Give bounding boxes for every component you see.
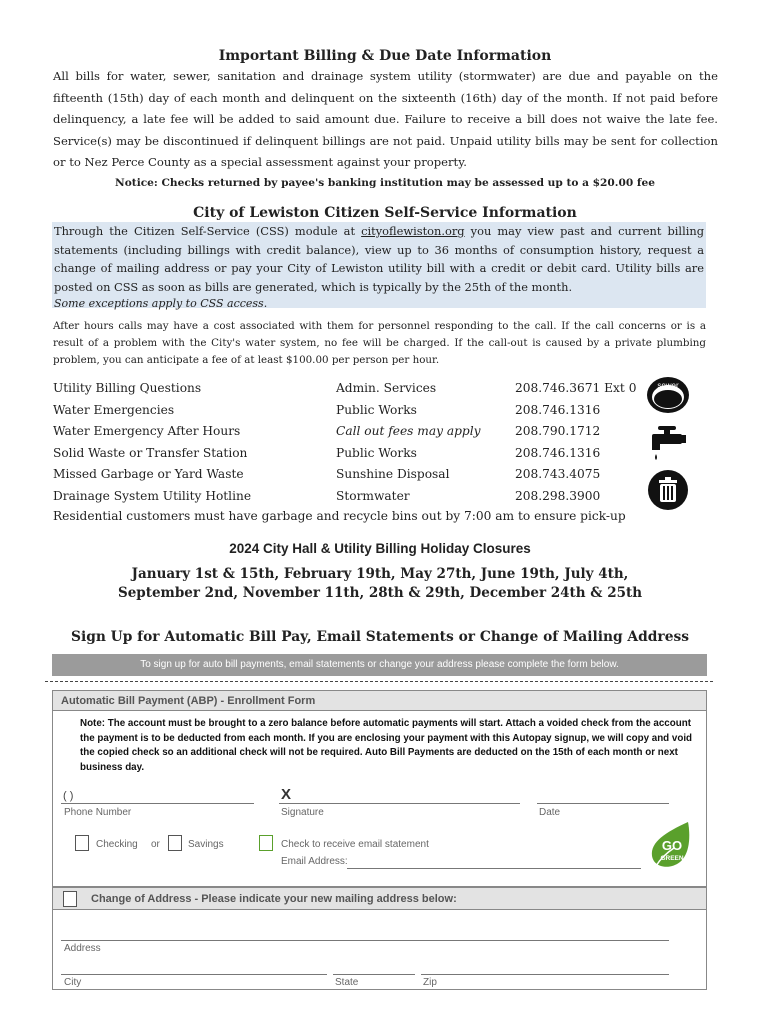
change-of-address-checkbox[interactable] [63,891,77,907]
sewer-icon [646,376,690,414]
signature-label: Signature [281,807,324,818]
contact-topic: Utility Billing Questions [53,381,202,395]
zip-label: Zip [423,977,437,988]
contact-dept: Admin. Services [336,381,437,395]
holiday-title: 2024 City Hall & Utility Billing Holiday Closures [229,541,531,556]
faucet-icon [648,424,688,462]
go-green-leaf-icon [648,820,694,870]
or-label: or [151,839,160,850]
contact-row [53,489,653,510]
sewer-icon-label: sewer [657,381,679,390]
contact-dept: Stormwater [336,488,410,503]
signature-input[interactable] [279,803,520,804]
contact-row [53,381,653,402]
state-label: State [335,977,359,988]
contact-phone: 208.743.4075 [515,467,601,481]
contact-topic: Water Emergency After Hours [53,424,241,438]
contact-topic: Missed Garbage or Yard Waste [53,467,244,481]
cut-line [45,681,713,682]
email-address-input[interactable] [347,868,641,869]
residential-note: Residential customers must have garbage and recycle bins out by 7:00 am to ensure pick-up [53,509,626,523]
contact-topic: Solid Waste or Transfer Station [53,445,248,460]
date-input[interactable] [537,803,669,804]
signup-instruction-bar: To sign up for auto bill payments, email statements or change your address please complete the form below. [52,654,707,676]
savings-label: Savings [188,839,224,850]
contact-topic: Drainage System Utility Hotline [53,488,252,503]
state-input[interactable] [333,974,415,975]
after-hours-paragraph: After hours calls may have a cost associated with them for personnel responding to the call. If the call concerns or is a result of a problem with the City's water system, no fee will be charged. If the call-out is caused by a private plumbing problem, you can anticipate a fee of at least $100.00 per person per hour. [53,320,706,366]
city-label: City [64,977,82,988]
holiday-dates-line2: September 2nd, November 11th, 28th & 29th, December 24th & 25th [117,585,643,601]
contact-phone: 208.746.1316 [515,402,601,417]
address-label: Address [64,943,101,954]
phone-label: Phone Number [64,807,132,818]
css-text-before: Through the Citizen Self-Service (CSS) module at [54,224,362,238]
contact-row [53,467,653,488]
contact-phone: 208.298.3900 [515,488,601,503]
phone-paren: ( ) [63,790,74,802]
phone-input[interactable] [61,803,254,804]
contact-phone: 208.746.1316 [515,445,601,460]
savings-checkbox[interactable] [168,835,182,851]
css-paragraph [54,222,704,296]
signature-x: X [281,786,292,803]
css-website-link[interactable]: cityoflewiston.org [361,224,465,238]
email-address-label: Email Address: [281,856,348,867]
holiday-dates-line1: January 1st & 15th, February 19th, May 27th, June 19th, July 4th, [131,566,629,582]
contact-dept: Sunshine Disposal [336,467,450,481]
contact-phone: 208.746.3671 Ext 0 [515,381,637,395]
contact-row [53,424,653,445]
trash-icon [646,469,690,511]
css-text-after: you may view past and current billing statements (including billings with credit balance), view up to 36 months of consumption history, request a change of mailing address or pay your City of Lewiston utility bill with a credit or debit card. Utility bills are posted on CSS as soon as bills are generated, which is typically by the 25th of the month. [54,224,704,294]
abp-form-header: Automatic Bill Payment (ABP) - Enrollment Form [53,691,706,711]
contact-phone: 208.790.1712 [515,424,601,438]
billing-title: Important Billing & Due Date Information [218,48,552,64]
abp-note: Note: The account must be brought to a zero balance before automatic payments will start. Attach a voided check from the account the payment is to be deducted from each month. If you are enclosing your payment with this Autopay signup, we will copy and void the copied check so an additional check will not be required. Auto Bill Payments are deducted on the 15th of each month or next business day. [80,718,693,773]
coa-header [53,888,706,910]
go-green-line2: GREEN [660,855,684,862]
date-label: Date [539,807,561,818]
contact-topic: Water Emergencies [53,402,175,417]
css-exceptions-note: Some exceptions apply to CSS access. [54,297,268,310]
email-statement-label: Check to receive email statement [281,839,429,850]
checking-checkbox[interactable] [75,835,89,851]
go-green-line1: GO [661,838,683,853]
contact-dept: Public Works [336,402,417,417]
email-statement-checkbox[interactable] [259,835,273,851]
signup-title: Sign Up for Automatic Bill Pay, Email Statements or Change of Mailing Address [70,629,690,645]
checking-label: Checking [96,839,138,850]
css-info-box [52,222,706,308]
contact-row [53,446,653,467]
billing-paragraph: All bills for water, sewer, sanitation and drainage system utility (stormwater) are due and payable on the fifteenth (15th) day of each month and delinquent on the sixteenth (16th) day of the month. If not paid before delinquency, a late fee will be added to said amount due. Failure to receive a bill does not waive the late fee. Service(s) may be discontinued if delinquent billings are not paid. Unpaid utility bills may be sent for collection or to Nez Perce County as a special assessment against your property. [53,69,718,170]
address-input[interactable] [61,940,669,941]
enrollment-form [52,690,707,990]
city-input[interactable] [61,974,327,975]
contact-dept: Public Works [336,445,417,460]
coa-header-text: Change of Address - Please indicate your new mailing address below: [91,893,457,905]
returned-check-notice: Notice: Checks returned by payee's banking institution may be assessed up to a $20.00 fee [115,177,655,189]
contact-dept: Call out fees may apply [336,424,481,438]
zip-input[interactable] [421,974,669,975]
contact-row [53,403,653,424]
css-title: City of Lewiston Citizen Self-Service Information [193,205,577,221]
